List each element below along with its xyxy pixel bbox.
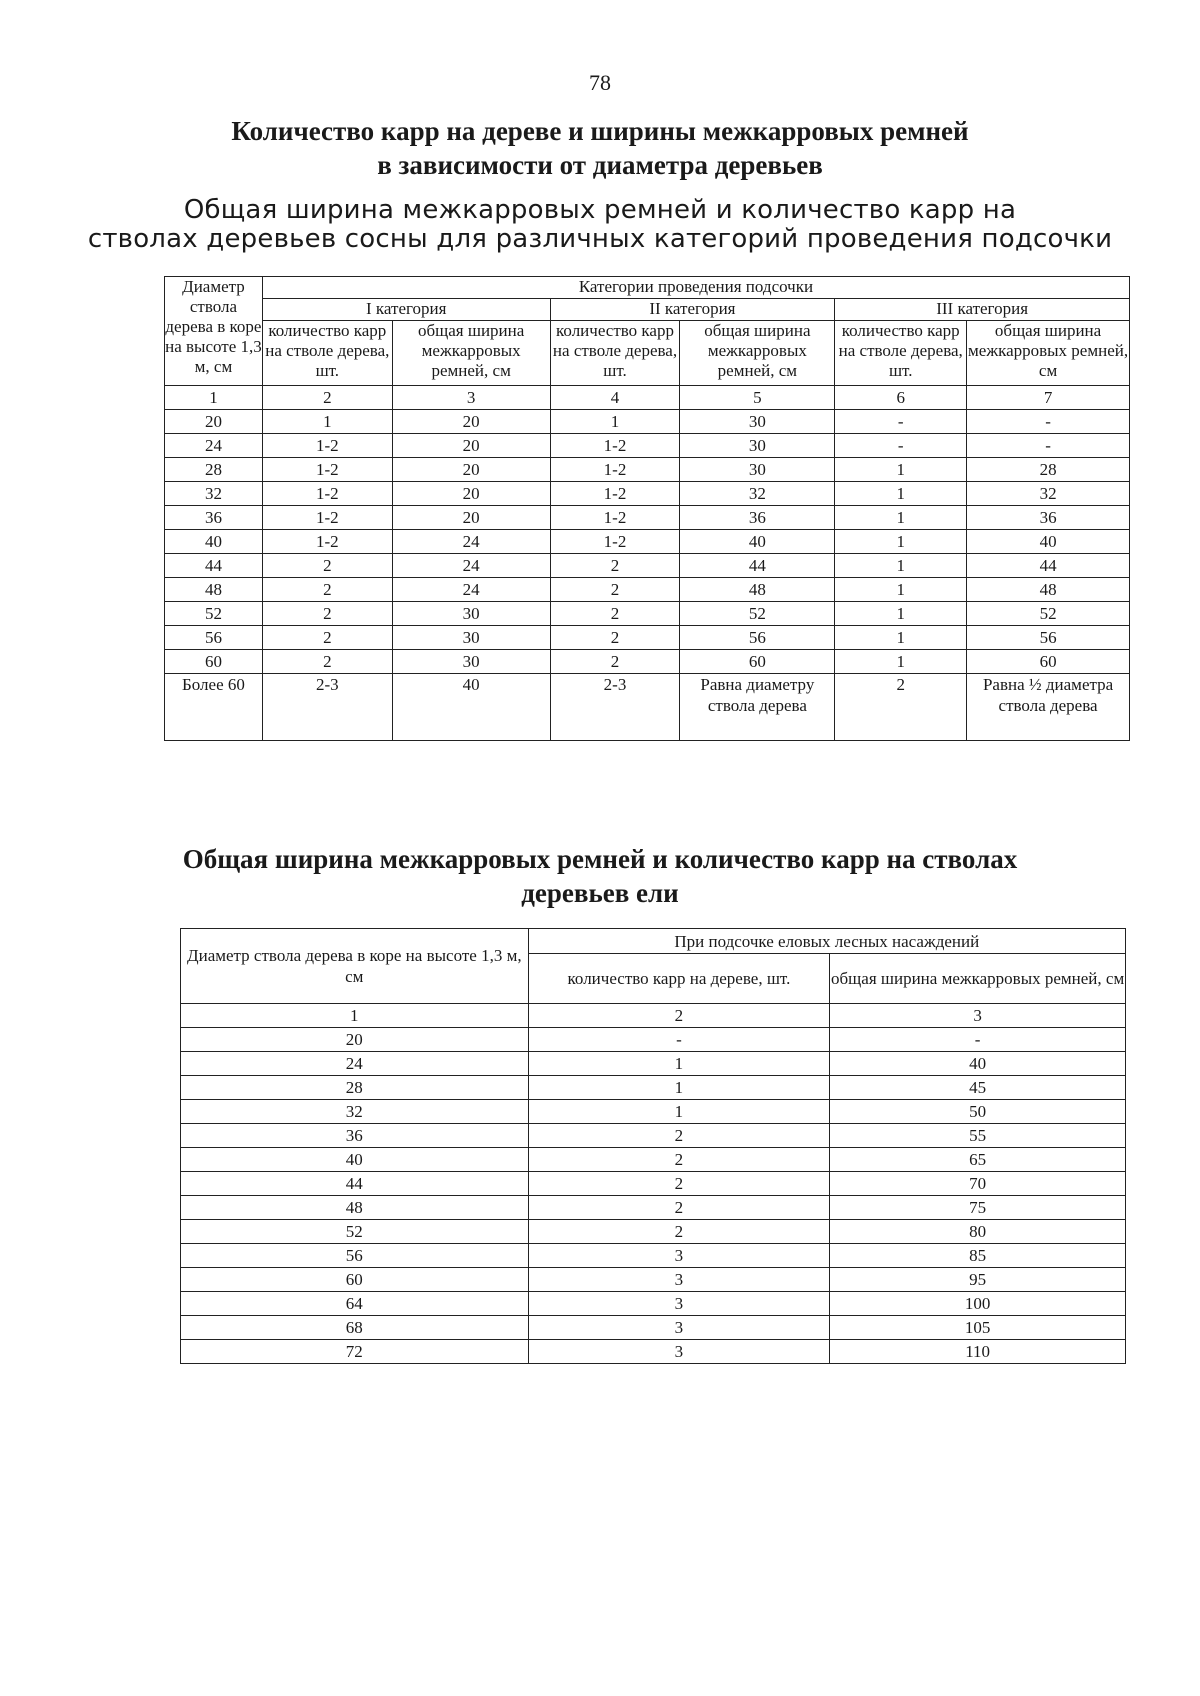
table-row: [181, 1076, 1126, 1100]
table-cell: 4: [550, 386, 680, 410]
table-cell: 52: [181, 1220, 529, 1244]
header-cat2-width: общая ширина межкарровых ремней, см: [680, 321, 835, 386]
table-cell: 80: [830, 1220, 1126, 1244]
table-cell: 68: [181, 1316, 529, 1340]
table-cell: 3: [528, 1244, 830, 1268]
table-cell: 52: [165, 602, 263, 626]
table-cell: 1: [835, 626, 967, 650]
table-cell: Равна ½ диаметра ствола дерева: [967, 674, 1130, 741]
table-cell: -: [830, 1028, 1126, 1052]
table-cell: Более 60: [165, 674, 263, 741]
table-cell: 40: [830, 1052, 1126, 1076]
table-cell: 24: [392, 578, 550, 602]
table-row: [181, 1148, 1126, 1172]
table-cell: Равна диаметру ствола дерева: [680, 674, 835, 741]
table-cell: 110: [830, 1340, 1126, 1364]
table-cell: 72: [181, 1340, 529, 1364]
table-cell: 56: [680, 626, 835, 650]
spruce-table-title: [0, 842, 1200, 910]
table-cell: 2-3: [550, 674, 680, 741]
table-row: [181, 1244, 1126, 1268]
table-cell: 1: [835, 530, 967, 554]
table-cell: 1: [528, 1052, 830, 1076]
table-cell: 2: [262, 602, 392, 626]
table-cell: 3: [528, 1340, 830, 1364]
table-cell: 20: [392, 434, 550, 458]
table-cell: 3: [392, 386, 550, 410]
table-cell: 3: [528, 1268, 830, 1292]
table-cell: 1-2: [262, 530, 392, 554]
header-category-3: III категория: [835, 299, 1130, 321]
table-row: [165, 482, 1130, 506]
table-cell: 32: [967, 482, 1130, 506]
table-row: [165, 410, 1130, 434]
page-number: 78: [589, 70, 611, 95]
table-cell: 1: [835, 506, 967, 530]
header-cat1-count: количество карр на стволе дерева, шт.: [262, 321, 392, 386]
table-cell: 36: [165, 506, 263, 530]
table-row: [165, 530, 1130, 554]
pine-tapping-table: [164, 276, 1130, 741]
table-cell: 85: [830, 1244, 1126, 1268]
table-cell: 36: [181, 1124, 529, 1148]
header-cat2-count: количество карр на стволе дерева, шт.: [550, 321, 680, 386]
header-cat3-count: количество карр на стволе дерева, шт.: [835, 321, 967, 386]
table-row: [181, 1100, 1126, 1124]
table-row: [165, 554, 1130, 578]
table-cell: 1-2: [262, 506, 392, 530]
table-cell: 1: [835, 602, 967, 626]
table-cell: 2: [528, 1124, 830, 1148]
table-cell: 40: [392, 674, 550, 741]
pine-table-title-line-1: Общая ширина межкарровых ремней и количество карр на: [183, 195, 1017, 225]
table-cell: 2: [528, 1004, 830, 1028]
table-row: [165, 458, 1130, 482]
table-row: [181, 1340, 1126, 1364]
table-cell: 6: [835, 386, 967, 410]
table-cell: 1: [262, 410, 392, 434]
table-row: [181, 1292, 1126, 1316]
table-row: [165, 386, 1130, 410]
table-cell: 20: [392, 458, 550, 482]
main-heading-line-2: в зависимости от диаметра деревьев: [377, 150, 823, 180]
table-cell: 30: [392, 626, 550, 650]
table-cell: 20: [181, 1028, 529, 1052]
table-cell: 1: [165, 386, 263, 410]
table-row: [181, 1172, 1126, 1196]
table-cell: 20: [392, 482, 550, 506]
table-cell: 2: [550, 650, 680, 674]
table-row: [181, 1028, 1126, 1052]
table-cell: 40: [680, 530, 835, 554]
table-cell: 40: [181, 1148, 529, 1172]
table-cell: 24: [165, 434, 263, 458]
table-cell: 1: [528, 1076, 830, 1100]
table-cell: -: [967, 434, 1130, 458]
table-cell: 44: [181, 1172, 529, 1196]
table-cell: 36: [680, 506, 835, 530]
table-cell: 20: [165, 410, 263, 434]
table-cell: 2: [262, 650, 392, 674]
table-cell: 56: [181, 1244, 529, 1268]
table-cell: 1-2: [262, 434, 392, 458]
table-cell: 1-2: [550, 482, 680, 506]
table-cell: 1-2: [550, 434, 680, 458]
table-cell: 32: [181, 1100, 529, 1124]
table-cell: 1-2: [262, 482, 392, 506]
table-cell: 55: [830, 1124, 1126, 1148]
header-category-2: II категория: [550, 299, 835, 321]
header-cat3-width: общая ширина межкарровых ремней, см: [967, 321, 1130, 386]
table-row: [181, 1124, 1126, 1148]
table-cell: 64: [181, 1292, 529, 1316]
spruce-tapping-table: [180, 928, 1126, 1364]
pine-table-title: [0, 196, 1200, 254]
table-cell: 32: [165, 482, 263, 506]
table-cell: 24: [392, 554, 550, 578]
table-cell: 56: [165, 626, 263, 650]
table-cell: 60: [165, 650, 263, 674]
header-categories: Категории проведения подсочки: [262, 277, 1129, 299]
table-cell: 2: [550, 554, 680, 578]
table-cell: 2: [528, 1172, 830, 1196]
table-cell: 1: [835, 650, 967, 674]
table-cell: 3: [528, 1292, 830, 1316]
table-cell: 1: [181, 1004, 529, 1028]
table-cell: -: [835, 434, 967, 458]
table-cell: -: [967, 410, 1130, 434]
table-cell: 2: [550, 578, 680, 602]
table-cell: 20: [392, 506, 550, 530]
table-cell: 100: [830, 1292, 1126, 1316]
table-cell: 44: [680, 554, 835, 578]
table-row: [181, 1316, 1126, 1340]
table-cell: 1-2: [550, 458, 680, 482]
header-diameter: Диаметр ствола дерева в коре на высоте 1,3 м, см: [165, 277, 263, 386]
table-cell: 28: [181, 1076, 529, 1100]
table-cell: 2: [528, 1196, 830, 1220]
table-cell: 70: [830, 1172, 1126, 1196]
table-cell: 28: [165, 458, 263, 482]
table-row: [165, 650, 1130, 674]
table-cell: 1-2: [550, 530, 680, 554]
table-cell: 5: [680, 386, 835, 410]
table-cell: 40: [165, 530, 263, 554]
header-width: общая ширина межкарровых ремней, см: [830, 954, 1126, 1004]
table-cell: 3: [528, 1316, 830, 1340]
table-row: [165, 626, 1130, 650]
table-cell: 48: [967, 578, 1130, 602]
main-heading-line-1: Количество карр на дереве и ширины межкарровых ремней: [231, 116, 969, 146]
table-cell: 30: [392, 602, 550, 626]
table-row: [181, 1268, 1126, 1292]
table-cell: 7: [967, 386, 1130, 410]
table-cell: 60: [680, 650, 835, 674]
table-cell: 1: [835, 458, 967, 482]
table-cell: 2-3: [262, 674, 392, 741]
table-cell: 2: [262, 386, 392, 410]
table-row: [165, 674, 1130, 741]
spruce-table-title-line-1: Общая ширина межкарровых ремней и количество карр на стволах: [182, 844, 1018, 874]
table-row: [181, 1196, 1126, 1220]
table-cell: 40: [967, 530, 1130, 554]
table-cell: 75: [830, 1196, 1126, 1220]
table-cell: 50: [830, 1100, 1126, 1124]
table-cell: 1: [550, 410, 680, 434]
table-cell: 44: [165, 554, 263, 578]
table-cell: 3: [830, 1004, 1126, 1028]
table-cell: 36: [967, 506, 1130, 530]
header-cat1-width: общая ширина межкарровых ремней, см: [392, 321, 550, 386]
table-cell: -: [835, 410, 967, 434]
pine-table-title-line-2: стволах деревьев сосны для различных категорий проведения подсочки: [87, 224, 1113, 254]
table-cell: 1: [835, 482, 967, 506]
table-cell: 2: [262, 554, 392, 578]
table-cell: 20: [392, 410, 550, 434]
header-diameter: Диаметр ствола дерева в коре на высоте 1,3 м, см: [181, 929, 529, 1004]
table-cell: -: [528, 1028, 830, 1052]
table-cell: 30: [680, 458, 835, 482]
table-cell: 45: [830, 1076, 1126, 1100]
table-row: [165, 578, 1130, 602]
table-cell: 48: [165, 578, 263, 602]
table-cell: 2: [528, 1220, 830, 1244]
table-cell: 28: [967, 458, 1130, 482]
table-cell: 1-2: [262, 458, 392, 482]
main-heading: [0, 114, 1200, 182]
table-cell: 52: [680, 602, 835, 626]
table-cell: 24: [181, 1052, 529, 1076]
table-row: [165, 506, 1130, 530]
pine-table-body: [165, 386, 1130, 741]
table-row: [165, 602, 1130, 626]
header-category-1: I категория: [262, 299, 550, 321]
table-cell: 1: [528, 1100, 830, 1124]
table-cell: 30: [680, 434, 835, 458]
table-row: [181, 1220, 1126, 1244]
table-row: [181, 1004, 1126, 1028]
table-cell: 32: [680, 482, 835, 506]
table-cell: 56: [967, 626, 1130, 650]
table-row: [181, 1052, 1126, 1076]
table-cell: 52: [967, 602, 1130, 626]
spruce-table-title-line-2: деревьев ели: [521, 878, 679, 908]
table-cell: 30: [392, 650, 550, 674]
table-cell: 2: [262, 578, 392, 602]
spruce-table-body: [181, 1004, 1126, 1364]
table-cell: 1: [835, 554, 967, 578]
table-cell: 2: [528, 1148, 830, 1172]
table-cell: 65: [830, 1148, 1126, 1172]
header-spruce-group: При подсочке еловых лесных насаждений: [528, 929, 1125, 954]
table-cell: 48: [680, 578, 835, 602]
table-cell: 30: [680, 410, 835, 434]
table-cell: 60: [181, 1268, 529, 1292]
table-cell: 2: [835, 674, 967, 741]
table-cell: 95: [830, 1268, 1126, 1292]
table-cell: 2: [550, 602, 680, 626]
table-cell: 2: [262, 626, 392, 650]
table-cell: 2: [550, 626, 680, 650]
table-cell: 48: [181, 1196, 529, 1220]
header-count: количество карр на дереве, шт.: [528, 954, 830, 1004]
table-cell: 60: [967, 650, 1130, 674]
table-row: [165, 434, 1130, 458]
table-cell: 1: [835, 578, 967, 602]
table-cell: 44: [967, 554, 1130, 578]
table-cell: 24: [392, 530, 550, 554]
table-cell: 105: [830, 1316, 1126, 1340]
table-cell: 1-2: [550, 506, 680, 530]
